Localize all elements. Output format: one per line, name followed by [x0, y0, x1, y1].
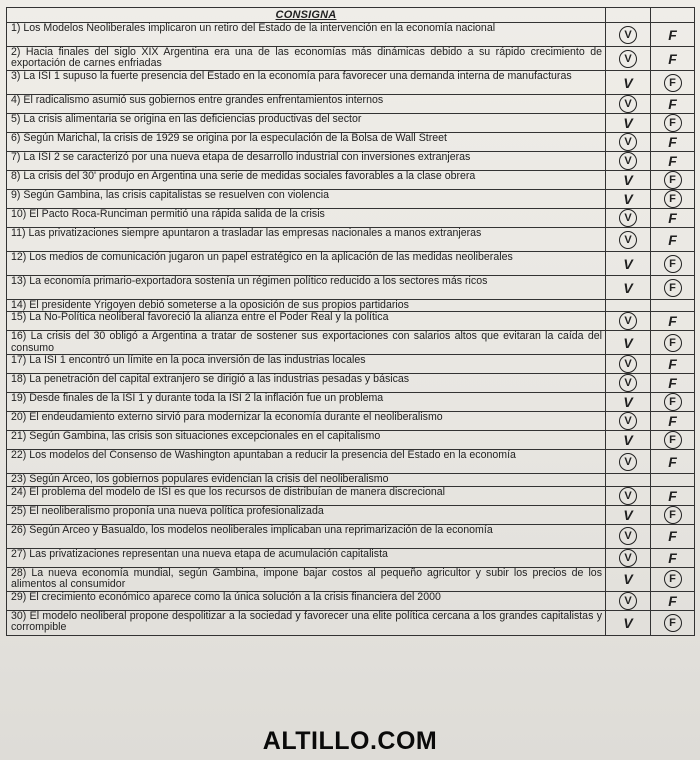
question-text: El radicalismo asumió sus gobiernos entre grandes enfrentamientos internos	[23, 94, 384, 106]
circled-f-mark: F	[664, 74, 682, 92]
circled-f-mark: F	[664, 190, 682, 208]
table-row	[7, 591, 695, 610]
question-cell	[7, 412, 606, 431]
true-mark-cell	[606, 133, 651, 152]
false-mark-cell	[651, 505, 695, 524]
circled-v-mark: V	[619, 26, 637, 44]
question-number: 11)	[11, 227, 26, 239]
false-mark-cell	[651, 524, 695, 548]
question-number: 2)	[11, 46, 21, 58]
question-number: 14)	[11, 299, 27, 311]
f-mark: F	[668, 356, 677, 373]
question-text: La penetración del capital extranjero se dirigió a las industrias pesadas y básicas	[29, 373, 410, 386]
question-text: La nueva economía mundial, según Gambina, impone bajar costos al pequeño agricultor y subir los precios de los alimentos al consumidor	[11, 566, 602, 591]
header-f-cell	[651, 8, 695, 23]
circled-f-mark: F	[664, 393, 682, 411]
false-mark-cell	[651, 412, 695, 431]
true-mark-cell	[606, 23, 651, 47]
table-row	[7, 133, 695, 152]
table-row	[7, 331, 695, 355]
question-cell	[7, 300, 606, 312]
question-number: 7)	[11, 151, 21, 163]
table-row	[7, 23, 695, 47]
question-cell	[7, 450, 606, 474]
circled-v-mark: V	[619, 592, 637, 610]
question-cell	[7, 374, 606, 393]
f-mark: F	[668, 210, 677, 226]
question-text: Las privatizaciones representan una nueva etapa de acumulación capitalista	[29, 547, 388, 560]
question-cell	[7, 393, 606, 412]
question-number: 4)	[11, 94, 21, 106]
question-text: Las privatizaciones siempre apuntaron a trasladar las empresas nacionales a manos extranjeras	[28, 227, 482, 239]
question-cell	[7, 486, 606, 505]
true-mark-cell	[606, 431, 651, 450]
header-v-cell	[606, 8, 651, 23]
false-mark-cell	[651, 331, 695, 355]
true-mark-cell	[606, 610, 651, 635]
true-mark-cell	[606, 171, 651, 190]
f-mark: F	[668, 528, 677, 545]
question-number: 10)	[11, 208, 27, 220]
question-text: El endeudamiento externo sirvió para modernizar la economía durante el neoliberalismo	[29, 411, 443, 424]
question-text: La ISI 1 supuso la fuerte presencia del Estado en la economía para favorecer una demanda interna de manufacturas	[23, 70, 572, 82]
false-mark-cell	[651, 209, 695, 228]
question-number: 27)	[11, 547, 27, 560]
true-mark-cell	[606, 209, 651, 228]
question-text: La ISI 1 encontró un límite en la poca inversión de las industrias locales	[29, 354, 366, 367]
question-number: 3)	[11, 70, 21, 82]
false-mark-cell	[651, 47, 695, 71]
false-mark-cell	[651, 95, 695, 114]
false-mark-cell	[651, 610, 695, 635]
question-text: El crecimiento económico aparece como la única solución a la crisis financiera del 2000	[29, 590, 441, 603]
question-number: 23)	[11, 473, 27, 486]
f-mark: F	[668, 375, 677, 392]
f-mark: F	[668, 50, 677, 67]
question-number: 5)	[11, 113, 21, 125]
question-cell	[7, 252, 606, 276]
question-number: 18)	[11, 373, 27, 386]
false-mark-cell	[651, 252, 695, 276]
circled-v-mark: V	[619, 527, 637, 545]
f-mark: F	[668, 487, 677, 504]
question-cell	[7, 524, 606, 548]
true-mark-cell	[606, 524, 651, 548]
v-mark: V	[623, 115, 633, 131]
f-mark: F	[668, 153, 677, 169]
v-mark: V	[623, 334, 633, 351]
question-text: La No-Política neoliberal favoreció la alianza entre el Poder Real y la política	[29, 311, 389, 324]
question-cell	[7, 312, 606, 331]
question-text: La crisis del 30' produjo en Argentina una serie de medidas sociales favorables a la clase obrera	[23, 170, 476, 182]
v-mark: V	[623, 74, 633, 91]
question-cell	[7, 23, 606, 47]
question-number: 13)	[11, 275, 27, 287]
table-body	[7, 23, 695, 636]
question-text: Según Marichal, la crisis de 1929 se origina por la especulación de la Bolsa de Wall Street	[23, 132, 447, 144]
false-mark-cell	[651, 567, 695, 591]
question-text: La crisis del 30 obligó a Argentina a tratar de sostener sus exportaciones con salarios altos que evitaran la caída del consumo	[11, 330, 602, 354]
f-mark: F	[668, 231, 677, 248]
question-cell	[7, 474, 606, 486]
table-row	[7, 374, 695, 393]
watermark-logo: ALTILLO.COM	[262, 727, 438, 755]
false-mark-cell	[651, 190, 695, 209]
f-mark: F	[668, 134, 677, 150]
table-row	[7, 548, 695, 567]
true-false-table	[6, 7, 695, 636]
question-cell	[7, 567, 606, 591]
true-mark-cell	[606, 486, 651, 505]
question-text: Los Modelos Neoliberales implicaron un retiro del Estado de la intervención en la economía nacional	[23, 22, 496, 34]
question-number: 30)	[11, 609, 27, 622]
question-text: Los medios de comunicación jugaron un papel estratégico en la aplicación de las medidas neoliberales	[29, 251, 513, 263]
true-mark-cell	[606, 505, 651, 524]
question-text: Según Arceo y Basualdo, los modelos neoliberales implicaban una reprimarización de la economía	[29, 523, 493, 536]
true-mark-cell	[606, 591, 651, 610]
false-mark-cell	[651, 450, 695, 474]
true-mark-cell	[606, 548, 651, 567]
false-mark-cell	[651, 300, 695, 312]
v-mark: V	[623, 172, 633, 188]
table-row	[7, 610, 695, 635]
table-row	[7, 524, 695, 548]
false-mark-cell	[651, 133, 695, 152]
false-mark-cell	[651, 374, 695, 393]
question-number: 1)	[11, 22, 21, 34]
false-mark-cell	[651, 486, 695, 505]
true-mark-cell	[606, 474, 651, 486]
table-row	[7, 47, 695, 71]
true-mark-cell	[606, 47, 651, 71]
false-mark-cell	[651, 171, 695, 190]
circled-v-mark: V	[619, 487, 637, 505]
question-number: 21)	[11, 430, 27, 443]
question-number: 22)	[11, 449, 27, 462]
true-mark-cell	[606, 300, 651, 312]
circled-f-mark: F	[664, 570, 682, 588]
false-mark-cell	[651, 23, 695, 47]
question-cell	[7, 431, 606, 450]
circled-v-mark: V	[619, 412, 637, 430]
table-row	[7, 567, 695, 591]
v-mark: V	[623, 432, 633, 449]
circled-v-mark: V	[619, 152, 637, 170]
v-mark: V	[623, 506, 633, 523]
true-mark-cell	[606, 331, 651, 355]
true-mark-cell	[606, 412, 651, 431]
v-mark: V	[623, 279, 633, 296]
circled-f-mark: F	[664, 114, 682, 132]
question-cell	[7, 505, 606, 524]
question-cell	[7, 591, 606, 610]
question-number: 12)	[11, 251, 27, 263]
circled-f-mark: F	[664, 279, 682, 297]
table-row	[7, 190, 695, 209]
false-mark-cell	[651, 393, 695, 412]
table-row	[7, 228, 695, 252]
table-row	[7, 474, 695, 486]
table-row	[7, 412, 695, 431]
question-cell	[7, 171, 606, 190]
table-row	[7, 505, 695, 524]
false-mark-cell	[651, 312, 695, 331]
question-cell	[7, 190, 606, 209]
question-cell	[7, 133, 606, 152]
question-cell	[7, 152, 606, 171]
f-mark: F	[668, 96, 677, 112]
table-row	[7, 95, 695, 114]
circled-v-mark: V	[619, 374, 637, 392]
false-mark-cell	[651, 228, 695, 252]
question-cell	[7, 114, 606, 133]
true-mark-cell	[606, 393, 651, 412]
question-text: El presidente Yrigoyen debió someterse a la oposición de sus propios partidarios	[29, 299, 409, 311]
circled-v-mark: V	[619, 355, 637, 373]
true-mark-cell	[606, 228, 651, 252]
question-number: 6)	[11, 132, 21, 144]
v-mark: V	[623, 571, 633, 588]
true-mark-cell	[606, 450, 651, 474]
question-text: La crisis alimentaria se origina en las deficiencias productivas del sector	[23, 113, 362, 125]
table-row	[7, 450, 695, 474]
circled-v-mark: V	[619, 95, 637, 113]
false-mark-cell	[651, 355, 695, 374]
table-row	[7, 393, 695, 412]
question-number: 24)	[11, 485, 27, 498]
table-row	[7, 252, 695, 276]
table-row	[7, 171, 695, 190]
question-text: La ISI 2 se caracterizó por una nueva etapa de desarrollo industrial con inversiones extranjeras	[23, 151, 471, 163]
false-mark-cell	[651, 474, 695, 486]
true-mark-cell	[606, 190, 651, 209]
v-mark: V	[623, 394, 633, 411]
question-number: 8)	[11, 170, 21, 182]
question-text: Los modelos del Consenso de Washington apuntaban a reducir la presencia del Estado en la economía	[29, 449, 516, 462]
question-number: 29)	[11, 590, 27, 603]
circled-f-mark: F	[664, 334, 682, 352]
question-cell	[7, 209, 606, 228]
question-number: 26)	[11, 523, 27, 536]
question-cell	[7, 47, 606, 71]
circled-v-mark: V	[619, 209, 637, 227]
v-mark: V	[623, 191, 633, 207]
table-row	[7, 152, 695, 171]
question-text: El neoliberalismo proponía una nueva política profesionalizada	[29, 504, 324, 517]
question-cell	[7, 610, 606, 635]
question-number: 25)	[11, 504, 27, 517]
question-text: Según Gambina, las crisis son situaciones excepcionales en el capitalismo	[29, 430, 381, 443]
table-row	[7, 71, 695, 95]
question-cell	[7, 548, 606, 567]
true-mark-cell	[606, 152, 651, 171]
true-mark-cell	[606, 252, 651, 276]
circled-v-mark: V	[619, 133, 637, 151]
question-number: 15)	[11, 311, 27, 324]
circled-v-mark: V	[619, 231, 637, 249]
true-mark-cell	[606, 276, 651, 300]
true-mark-cell	[606, 355, 651, 374]
question-number: 28)	[11, 566, 27, 579]
question-number: 17)	[11, 354, 27, 367]
table-row	[7, 486, 695, 505]
question-cell	[7, 95, 606, 114]
false-mark-cell	[651, 71, 695, 95]
false-mark-cell	[651, 276, 695, 300]
question-text: La economía primario-exportadora sostenía un régimen político reducido a los sectores más ricos	[29, 275, 488, 287]
f-mark: F	[668, 313, 677, 330]
question-text: Según Gambina, las crisis capitalistas se resuelven con violencia	[23, 189, 329, 201]
question-text: El modelo neoliberal propone despolitizar a la sociedad y favorecer una elite política cercana a los grandes capitalistas y corrompible	[11, 609, 603, 634]
circled-v-mark: V	[619, 549, 637, 567]
v-mark: V	[623, 614, 633, 631]
question-number: 16)	[11, 330, 27, 343]
question-text: Según Arceo, los gobiernos populares evidencian la crisis del neoliberalismo	[29, 473, 389, 486]
question-cell	[7, 331, 606, 355]
v-mark: V	[623, 255, 633, 272]
f-mark: F	[668, 549, 677, 566]
true-mark-cell	[606, 95, 651, 114]
circled-f-mark: F	[664, 171, 682, 189]
false-mark-cell	[651, 591, 695, 610]
circled-f-mark: F	[664, 614, 682, 632]
circled-f-mark: F	[664, 506, 682, 524]
circled-v-mark: V	[619, 50, 637, 68]
question-number: 20)	[11, 411, 27, 424]
table-row	[7, 209, 695, 228]
circled-f-mark: F	[664, 431, 682, 449]
question-number: 19)	[11, 392, 27, 405]
table-row	[7, 431, 695, 450]
false-mark-cell	[651, 114, 695, 133]
question-text: El Pacto Roca-Runciman permitió una rápida salida de la crisis	[29, 208, 325, 220]
question-cell	[7, 276, 606, 300]
f-mark: F	[668, 413, 677, 430]
circled-v-mark: V	[619, 312, 637, 330]
true-mark-cell	[606, 71, 651, 95]
table-row	[7, 276, 695, 300]
false-mark-cell	[651, 548, 695, 567]
true-mark-cell	[606, 567, 651, 591]
circled-v-mark: V	[619, 453, 637, 471]
true-mark-cell	[606, 312, 651, 331]
question-text: Hacia finales del siglo XIX Argentina era una de las economías más dinámicas debido a su rápido crecimiento de exportación de carnes enfriadas	[11, 46, 603, 70]
circled-f-mark: F	[664, 255, 682, 273]
question-text: El problema del modelo de ISI es que los recursos de distribuían de manera discrecional	[29, 485, 446, 498]
f-mark: F	[668, 592, 677, 609]
question-number: 9)	[11, 189, 21, 201]
question-cell	[7, 71, 606, 95]
false-mark-cell	[651, 152, 695, 171]
f-mark: F	[668, 26, 677, 43]
table-header-row	[7, 8, 695, 23]
true-mark-cell	[606, 374, 651, 393]
question-cell	[7, 228, 606, 252]
f-mark: F	[668, 453, 677, 470]
table-row	[7, 355, 695, 374]
true-mark-cell	[606, 114, 651, 133]
table-row	[7, 312, 695, 331]
table-title: CONSIGNA	[7, 8, 606, 23]
question-text: Desde finales de la ISI 1 y durante toda la ISI 2 la inflación fue un problema	[29, 392, 384, 405]
false-mark-cell	[651, 431, 695, 450]
table-row	[7, 114, 695, 133]
question-cell	[7, 355, 606, 374]
table-row	[7, 300, 695, 312]
